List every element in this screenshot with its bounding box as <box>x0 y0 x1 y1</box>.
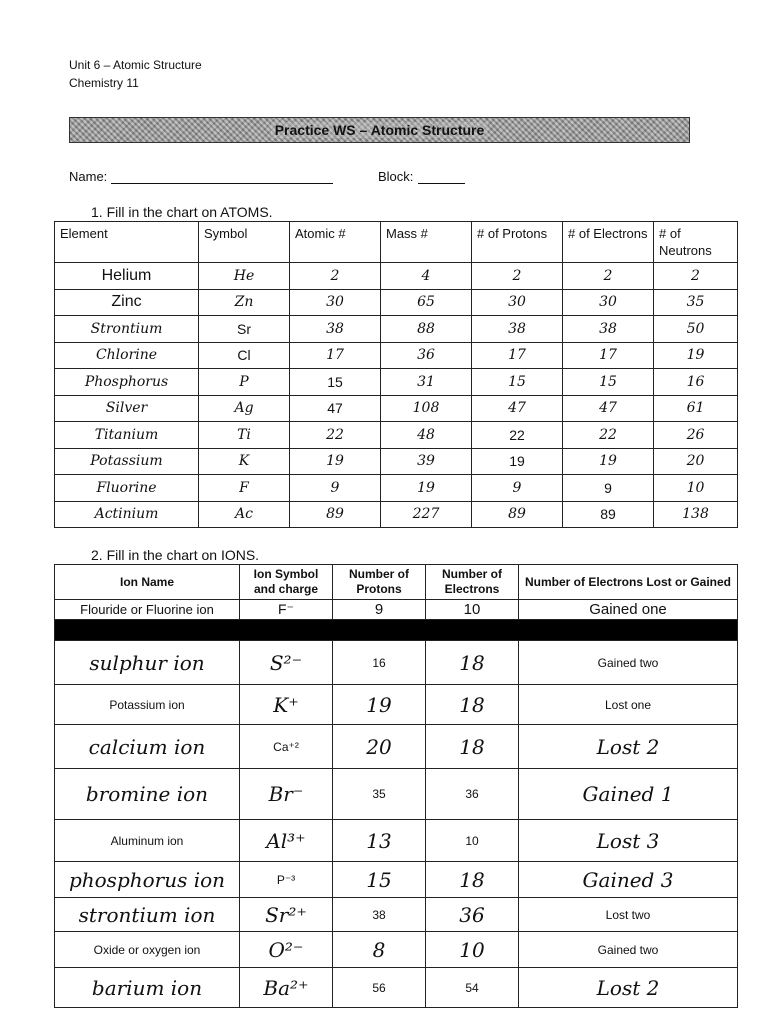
ions-cell: calcium ion <box>55 725 240 769</box>
atoms-cell: 17 <box>472 342 563 369</box>
ions-cell: S²⁻ <box>240 641 333 685</box>
ions-cell: Gained two <box>519 641 738 685</box>
ions-cell: Lost 2 <box>519 725 738 769</box>
ions-header-protons: Number of Protons <box>333 565 426 600</box>
atoms-row <box>55 395 738 422</box>
atoms-cell: 138 <box>654 501 738 528</box>
ions-instruction: 2. Fill in the chart on IONS. <box>91 547 260 563</box>
ions-cell: Ca⁺² <box>240 725 333 769</box>
ions-example-cell: F⁻ <box>240 600 333 620</box>
atoms-cell: 17 <box>563 342 654 369</box>
ions-cell: Gained two <box>519 932 738 968</box>
atoms-cell: 2 <box>654 263 738 290</box>
atoms-row <box>55 289 738 316</box>
ions-row <box>55 898 738 932</box>
atoms-cell: 22 <box>290 422 381 449</box>
atoms-cell: 17 <box>290 342 381 369</box>
atoms-instruction: 1. Fill in the chart on ATOMS. <box>91 204 273 220</box>
ions-cell: Ba²⁺ <box>240 968 333 1008</box>
atoms-cell: 22 <box>563 422 654 449</box>
name-label: Name: <box>69 169 108 184</box>
atoms-cell: 38 <box>563 316 654 343</box>
atoms-header-element: Element <box>55 222 199 263</box>
ions-cell: 10 <box>426 820 519 862</box>
ions-cell: Gained 1 <box>519 769 738 820</box>
atoms-cell: Sr <box>199 316 290 343</box>
atoms-cell: F <box>199 475 290 502</box>
atoms-cell: Fluorine <box>55 475 199 502</box>
ions-example-cell: 10 <box>426 600 519 620</box>
ions-cell: K⁺ <box>240 685 333 725</box>
ions-cell: 36 <box>426 769 519 820</box>
block-field[interactable] <box>418 169 465 184</box>
ions-cell: 18 <box>426 685 519 725</box>
atoms-cell: 15 <box>290 369 381 396</box>
atoms-row <box>55 501 738 528</box>
atoms-row <box>55 369 738 396</box>
ions-cell: P⁻³ <box>240 862 333 898</box>
atoms-cell: Ti <box>199 422 290 449</box>
atoms-cell: 30 <box>290 289 381 316</box>
ions-cell: 20 <box>333 725 426 769</box>
atoms-header-electrons: # of Electrons <box>563 222 654 263</box>
atoms-cell: 65 <box>381 289 472 316</box>
atoms-cell: 9 <box>290 475 381 502</box>
ions-row <box>55 685 738 725</box>
ions-cell: 35 <box>333 769 426 820</box>
atoms-cell: 20 <box>654 448 738 475</box>
atoms-cell: 15 <box>472 369 563 396</box>
ions-cell: 19 <box>333 685 426 725</box>
ions-cell: 18 <box>426 725 519 769</box>
ions-cell: 18 <box>426 862 519 898</box>
ions-cell: Potassium ion <box>55 685 240 725</box>
ions-cell: Oxide or oxygen ion <box>55 932 240 968</box>
ions-row <box>55 968 738 1008</box>
atoms-cell: Ac <box>199 501 290 528</box>
atoms-cell: 38 <box>472 316 563 343</box>
ions-cell: Lost 2 <box>519 968 738 1008</box>
atoms-cell: 47 <box>563 395 654 422</box>
atoms-cell: 30 <box>472 289 563 316</box>
ions-cell: 56 <box>333 968 426 1008</box>
ions-row <box>55 641 738 685</box>
atoms-cell: 19 <box>654 342 738 369</box>
ions-cell: 10 <box>426 932 519 968</box>
ions-cell: Lost one <box>519 685 738 725</box>
atoms-cell: Ag <box>199 395 290 422</box>
atoms-cell: 9 <box>472 475 563 502</box>
atoms-row <box>55 422 738 449</box>
ions-example-row <box>55 600 738 620</box>
atoms-cell: 89 <box>563 501 654 528</box>
atoms-cell: 89 <box>290 501 381 528</box>
atoms-row <box>55 316 738 343</box>
ions-cell: 16 <box>333 641 426 685</box>
atoms-cell: 35 <box>654 289 738 316</box>
ions-cell: 18 <box>426 641 519 685</box>
atoms-cell: 47 <box>472 395 563 422</box>
unit-title: Unit 6 – Atomic Structure <box>69 58 202 72</box>
atoms-cell: K <box>199 448 290 475</box>
ions-cell: Br⁻ <box>240 769 333 820</box>
atoms-header-symbol: Symbol <box>199 222 290 263</box>
ions-cell: 15 <box>333 862 426 898</box>
atoms-cell: 9 <box>563 475 654 502</box>
atoms-cell: 88 <box>381 316 472 343</box>
atoms-cell: Helium <box>55 263 199 290</box>
ions-cell: 36 <box>426 898 519 932</box>
ions-cell: Sr²⁺ <box>240 898 333 932</box>
atoms-cell: P <box>199 369 290 396</box>
ions-separator-row <box>55 620 738 641</box>
atoms-cell: 22 <box>472 422 563 449</box>
atoms-cell: 48 <box>381 422 472 449</box>
ions-table <box>54 564 738 1008</box>
atoms-cell: 16 <box>654 369 738 396</box>
atoms-cell: Potassium <box>55 448 199 475</box>
ions-cell: Aluminum ion <box>55 820 240 862</box>
atoms-cell: Titanium <box>55 422 199 449</box>
ions-cell: Al³⁺ <box>240 820 333 862</box>
ions-cell: 54 <box>426 968 519 1008</box>
atoms-header-row <box>55 222 738 263</box>
atoms-cell: 31 <box>381 369 472 396</box>
ions-header-row <box>55 565 738 600</box>
ions-header-electrons: Number of Electrons <box>426 565 519 600</box>
worksheet-title: Practice WS – Atomic Structure <box>271 122 489 138</box>
ions-cell: O²⁻ <box>240 932 333 968</box>
atoms-cell: 36 <box>381 342 472 369</box>
ions-row <box>55 725 738 769</box>
atoms-cell: 15 <box>563 369 654 396</box>
atoms-header-protons: # of Protons <box>472 222 563 263</box>
ions-cell: strontium ion <box>55 898 240 932</box>
atoms-cell: Strontium <box>55 316 199 343</box>
course-title: Chemistry 11 <box>69 76 139 90</box>
atoms-cell: Phosphorus <box>55 369 199 396</box>
ions-example-cell: Gained one <box>519 600 738 620</box>
atoms-cell: 2 <box>472 263 563 290</box>
ions-cell: Lost two <box>519 898 738 932</box>
atoms-cell: Cl <box>199 342 290 369</box>
ions-row <box>55 769 738 820</box>
atoms-cell: 38 <box>290 316 381 343</box>
ions-header-name: Ion Name <box>55 565 240 600</box>
ions-example-cell: 9 <box>333 600 426 620</box>
name-field[interactable] <box>111 169 333 184</box>
atoms-cell: 10 <box>654 475 738 502</box>
ions-cell: 13 <box>333 820 426 862</box>
atoms-cell: 108 <box>381 395 472 422</box>
atoms-cell: 2 <box>563 263 654 290</box>
atoms-cell: 39 <box>381 448 472 475</box>
ions-cell: 38 <box>333 898 426 932</box>
worksheet-banner <box>69 117 690 143</box>
ions-example-cell: Flouride or Fluorine ion <box>55 600 240 620</box>
atoms-cell: 4 <box>381 263 472 290</box>
ions-row <box>55 820 738 862</box>
atoms-cell: He <box>199 263 290 290</box>
atoms-cell: 2 <box>290 263 381 290</box>
block-label: Block: <box>378 169 414 184</box>
ions-separator-bar <box>55 620 738 641</box>
atoms-header-neutrons: # of Neutrons <box>654 222 738 263</box>
atoms-cell: 61 <box>654 395 738 422</box>
atoms-cell: 47 <box>290 395 381 422</box>
ions-cell: Gained 3 <box>519 862 738 898</box>
ions-cell: 8 <box>333 932 426 968</box>
atoms-header-atomic: Atomic # <box>290 222 381 263</box>
atoms-table <box>54 221 738 528</box>
atoms-cell: Zinc <box>55 289 199 316</box>
ions-header-symbol: Ion Symbol and charge <box>240 565 333 600</box>
ions-cell: phosphorus ion <box>55 862 240 898</box>
atoms-cell: 19 <box>381 475 472 502</box>
atoms-cell: 19 <box>563 448 654 475</box>
atoms-cell: Chlorine <box>55 342 199 369</box>
atoms-row <box>55 448 738 475</box>
atoms-cell: 50 <box>654 316 738 343</box>
atoms-row <box>55 475 738 502</box>
atoms-cell: 89 <box>472 501 563 528</box>
ions-cell: bromine ion <box>55 769 240 820</box>
atoms-cell: Actinium <box>55 501 199 528</box>
ions-row <box>55 932 738 968</box>
ions-cell: sulphur ion <box>55 641 240 685</box>
atoms-cell: 227 <box>381 501 472 528</box>
ions-header-change: Number of Electrons Lost or Gained <box>519 565 738 600</box>
atoms-cell: 30 <box>563 289 654 316</box>
atoms-cell: 26 <box>654 422 738 449</box>
ions-cell: Lost 3 <box>519 820 738 862</box>
atoms-row <box>55 342 738 369</box>
atoms-row <box>55 263 738 290</box>
atoms-cell: 19 <box>472 448 563 475</box>
atoms-cell: Silver <box>55 395 199 422</box>
atoms-cell: 19 <box>290 448 381 475</box>
atoms-header-mass: Mass # <box>381 222 472 263</box>
ions-row <box>55 862 738 898</box>
ions-cell: barium ion <box>55 968 240 1008</box>
atoms-cell: Zn <box>199 289 290 316</box>
